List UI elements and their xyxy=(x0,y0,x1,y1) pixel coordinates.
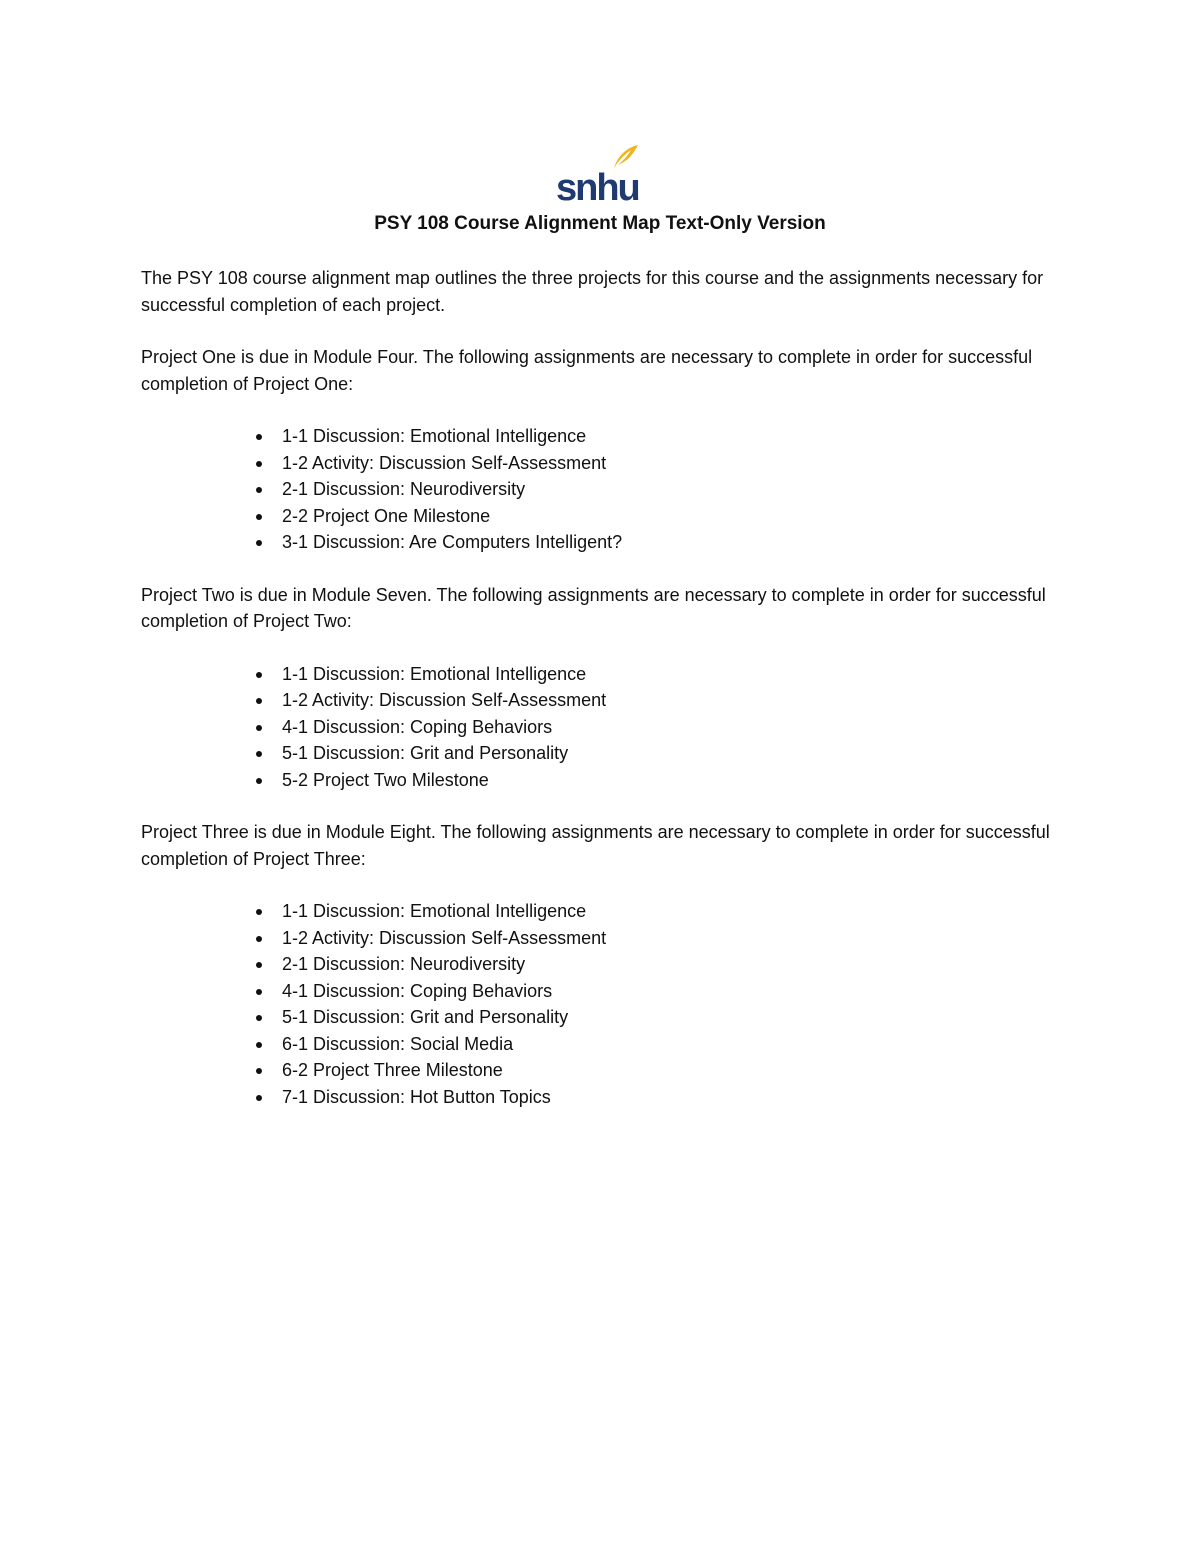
intro-paragraph: The PSY 108 course alignment map outlines the three projects for this course and the assignments necessary for successful completion of each project. xyxy=(141,268,1044,315)
bullet-icon xyxy=(256,1042,262,1048)
bullet-icon xyxy=(256,487,262,493)
list-item xyxy=(241,529,1061,556)
assignment-label: 4-1 Discussion: Coping Behaviors xyxy=(282,980,553,1001)
list-item xyxy=(241,476,1061,503)
assignment-label: 1-1 Discussion: Emotional Intelligence xyxy=(282,426,587,446)
list-item xyxy=(241,1057,1061,1084)
list-item xyxy=(241,951,1061,978)
bullet-icon xyxy=(256,909,262,915)
list-item xyxy=(241,714,1061,741)
bullet-icon xyxy=(256,698,262,704)
assignment-label: 6-2 Project Three Milestone xyxy=(282,1060,503,1080)
snhu-logo xyxy=(548,140,648,206)
logo-text: snhu xyxy=(556,167,639,206)
assignment-label: 7-1 Discussion: Hot Button Topics xyxy=(282,1086,551,1107)
project-one-description: Project One is due in Module Four. The following assignments are necessary to complete in order for successful completion of Project One: xyxy=(141,347,1033,394)
list-item xyxy=(241,898,1061,925)
assignment-label: 6-1 Discussion: Social Media xyxy=(282,1033,514,1054)
assignment-label: 1-2 Activity: Discussion Self-Assessment xyxy=(282,927,607,948)
bullet-icon xyxy=(256,751,262,757)
list-item xyxy=(241,1031,1061,1058)
list-item xyxy=(241,1004,1061,1031)
assignment-label: 3-1 Discussion: Are Computers Intelligent? xyxy=(282,532,623,552)
list-item xyxy=(241,767,1061,794)
bullet-icon xyxy=(256,1015,262,1021)
list-item xyxy=(241,687,1061,714)
list-item xyxy=(241,450,1061,477)
page-title: PSY 108 Course Alignment Map Text-Only Version xyxy=(374,213,826,234)
project-three-assignment-list xyxy=(141,898,1061,1110)
assignment-label: 1-2 Activity: Discussion Self-Assessment xyxy=(282,690,607,710)
document-body xyxy=(141,265,1061,1136)
bullet-icon xyxy=(256,461,262,467)
list-item xyxy=(241,661,1061,688)
bullet-icon xyxy=(256,989,262,995)
assignment-label: 1-1 Discussion: Emotional Intelligence xyxy=(282,663,587,684)
list-item xyxy=(241,925,1061,952)
bullet-icon xyxy=(256,936,262,942)
list-item xyxy=(241,978,1061,1005)
project-three-description: Project Three is due in Module Eight. The following assignments are necessary to complete in order for successful completion of Project Three: xyxy=(141,822,1050,869)
project-one-assignment-list xyxy=(141,423,1061,556)
bullet-icon xyxy=(256,514,262,520)
list-item xyxy=(241,1084,1061,1111)
assignment-label: 2-1 Discussion: Neurodiversity xyxy=(282,954,526,974)
assignment-label: 1-1 Discussion: Emotional Intelligence xyxy=(282,901,587,921)
project-two-assignment-list xyxy=(141,661,1061,794)
assignment-label: 5-2 Project Two Milestone xyxy=(282,769,489,790)
bullet-icon xyxy=(256,1068,262,1074)
assignment-label: 4-1 Discussion: Coping Behaviors xyxy=(282,716,553,737)
assignment-label: 2-1 Discussion: Neurodiversity xyxy=(282,479,526,499)
bullet-icon xyxy=(256,725,262,731)
assignment-label: 5-1 Discussion: Grit and Personality xyxy=(282,1007,569,1027)
bullet-icon xyxy=(256,434,262,440)
bullet-icon xyxy=(256,672,262,678)
bullet-icon xyxy=(256,540,262,546)
bullet-icon xyxy=(256,778,262,784)
assignment-label: 2-2 Project One Milestone xyxy=(282,505,491,526)
project-two-description: Project Two is due in Module Seven. The following assignments are necessary to complete in order for successful completion of Project Two: xyxy=(141,584,1046,631)
bullet-icon xyxy=(256,962,262,968)
list-item xyxy=(241,740,1061,767)
leaf-icon xyxy=(614,145,638,168)
list-item xyxy=(241,423,1061,450)
assignment-label: 5-1 Discussion: Grit and Personality xyxy=(282,743,569,763)
list-item xyxy=(241,503,1061,530)
assignment-label: 1-2 Activity: Discussion Self-Assessment xyxy=(282,452,607,473)
bullet-icon xyxy=(256,1095,262,1101)
